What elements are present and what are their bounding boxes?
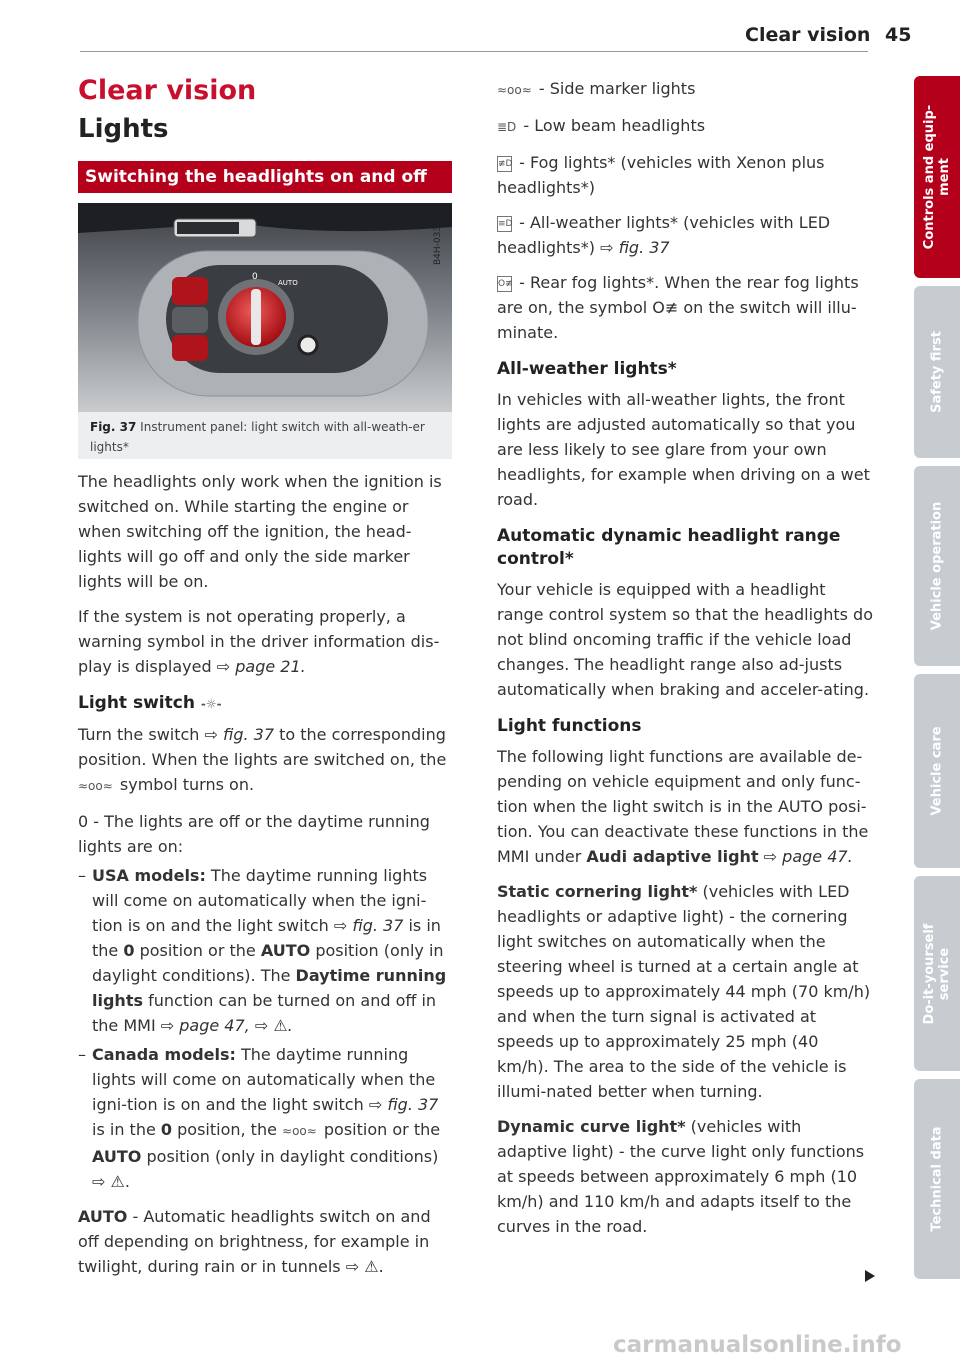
side-marker-icon: ≈oo≈ (497, 83, 532, 97)
text-run: is in the (92, 916, 441, 960)
tab-vehicle-operation[interactable] (914, 466, 960, 666)
paragraph-all-weather: In vehicles with all-weather lights, the front lights are adjusted automatically so that you are less likely to see glare from your own headlights, for example when driving on a wet road. (497, 390, 870, 509)
tab-controls-and-equipment[interactable] (914, 76, 960, 278)
paragraph-position-zero: 0 - The lights are off or the daytime running lights are on: (78, 812, 430, 856)
left-column (78, 74, 452, 1279)
audi-adaptive-light-label: Audi adaptive light (586, 847, 759, 866)
knob-label-zero: 0 (252, 272, 258, 282)
text-run: If the system is not operating properly, a warning symbol in the driver information dis-play is displayed (78, 607, 440, 676)
text-run: - Fog lights* (vehicles with Xenon plus headlights*) (497, 153, 825, 197)
light-switch-icon: -☼- (200, 697, 222, 711)
side-marker-icon: ≈oo≈ (78, 779, 113, 793)
text-run: symbol turns on. (114, 775, 255, 794)
canada-label: Canada models: (92, 1045, 236, 1064)
low-beam-icon: ≣D (497, 120, 517, 134)
figure-37 (78, 203, 452, 459)
light-switch-photo (78, 203, 452, 412)
page-number: 45 (885, 24, 912, 46)
header-divider (80, 51, 868, 52)
heading-all-weather: All-weather lights* (497, 359, 677, 379)
all-weather-icon: ≡D (497, 216, 512, 232)
tab-do-it-yourself-service[interactable] (914, 876, 960, 1071)
text-run: The daytime running lights will come on automatically when the igni-tion is on and the light switch (92, 866, 428, 935)
item-low-beam (497, 113, 873, 140)
watermark: carmanualsonline.info (613, 1332, 902, 1358)
text-run: position or the (318, 1120, 441, 1139)
paragraph-auto (78, 1204, 452, 1279)
figure-reference: ⇨ fig. 37 (368, 1095, 439, 1114)
paragraph-static-cornering (497, 879, 873, 1104)
paragraph-light-functions (497, 744, 873, 869)
figure-reference: ⇨ fig. 37 (204, 725, 275, 744)
dynamic-curve-label: Dynamic curve light* (497, 1117, 686, 1136)
heading-light-switch (78, 692, 452, 716)
continue-arrow-icon (865, 1270, 875, 1282)
figure-caption (90, 417, 440, 457)
position-zero: 0 (123, 941, 135, 960)
tab-label: Controls and equip- ment (922, 104, 952, 250)
text-run: - Rear fog lights*. When the rear fog lights are on, the symbol (497, 273, 859, 317)
position-zero: 0 (160, 1120, 173, 1139)
item-fog-lights (497, 150, 873, 200)
text-run: The daytime running lights will come on automatically when the igni-tion is on and the light switch (92, 1045, 436, 1114)
tab-technical-data[interactable] (914, 1079, 960, 1279)
tab-safety-first[interactable] (914, 286, 960, 458)
fog-light-icon: ≢D (497, 156, 512, 172)
figure-code: B4H-0337 (433, 220, 443, 265)
text-run: on the switch will illu-minate. (497, 298, 857, 342)
static-cornering-label: Static cornering light* (497, 882, 698, 901)
chapter-tabs (914, 76, 960, 1287)
chapter-title: Clear vision (78, 75, 257, 106)
item-side-marker (497, 76, 873, 103)
item-rear-fog (497, 270, 873, 345)
text-run: - Side marker lights (533, 79, 696, 98)
tab-vehicle-care[interactable] (914, 674, 960, 868)
paragraph-ignition: The headlights only work when the ignition is switched on. While starting the engine or when switching off the ignition, the head-lights will go off and only the side marker lights will be on. (78, 472, 442, 591)
position-auto: AUTO (260, 941, 311, 960)
auto-label: AUTO (78, 1207, 128, 1226)
tab-label: Technical data (929, 1126, 945, 1232)
tab-label: Do-it-yourself service (922, 923, 952, 1024)
text-run: function can be turned on and off in the MMI (92, 991, 437, 1035)
text-run: is in the (92, 1120, 161, 1139)
rear-fog-icon: O≢ (497, 276, 512, 292)
text-run: - Low beam headlights (518, 116, 706, 135)
position-auto: AUTO (92, 1147, 142, 1166)
usa-label: USA models: (92, 866, 206, 885)
list-item-canada: – Canada models: The daytime running lights will come on automatically when the igni-tion is on and the light switch ⇨ fig. 37 is in the 0 position, the ≈oo≈ position or the AUTO position (only in daylight conditions) ⇨ ⚠. (78, 1045, 441, 1191)
heading-light-functions: Light functions (497, 716, 642, 736)
section-title: Lights (78, 114, 169, 144)
heading-text: Light switch (78, 693, 195, 713)
text-run: position (only in daylight conditions). The (92, 941, 444, 985)
tab-label: Safety first (929, 331, 945, 413)
figure-caption-text: Instrument panel: light switch with all-weath-er lights* (90, 420, 425, 454)
text-run: - Automatic headlights switch on and off depending on brightness, for example in twilight, during rain or in tunnels ⇨ ⚠. (78, 1207, 431, 1276)
paragraph-turn-switch (78, 722, 452, 799)
figure-reference: ⇨ fig. 37 (333, 916, 404, 935)
running-title: Clear vision (745, 24, 871, 46)
paragraph-warning (78, 604, 452, 679)
paragraph-dynamic-curve (497, 1114, 873, 1239)
page-reference: ⇨ page 21. (216, 657, 306, 676)
side-marker-icon: ≈oo≈ (282, 1124, 317, 1138)
text-run: to the corresponding position. When the lights are switched on, the (78, 725, 447, 769)
right-column (497, 76, 873, 1239)
rear-fog-symbol-icon: O≢ (652, 298, 679, 317)
text-run: position, the (172, 1120, 283, 1139)
heading-dynamic-range: Automatic dynamic headlight range control* (497, 526, 841, 569)
figure-reference: ⇨ fig. 37 (600, 238, 670, 257)
page-reference: ⇨ page 47. (758, 847, 853, 866)
drl-label: Daytime running lights (92, 966, 447, 1010)
knob-label-auto: AUTO (278, 279, 298, 287)
text-run: (vehicles with adaptive light) - the curve light only functions at speeds between approximately 6 mph (10 km/h) and 110 km/h and adapts itself to the curves in the road. (497, 1117, 865, 1236)
text-run: (vehicles with LED headlights or adaptive light) - the cornering light switches on automatically when the steering wheel is turned at a certain angle at speeds up to approximately 44 mph (70 km/h) and when the turn signal is activated at speeds up to approximately 25 mph (40 km/h). The area to the side of the vehicle is illumi-nated better when turning. (497, 882, 871, 1101)
item-all-weather (497, 210, 873, 260)
text-run: The following light functions are available de-pending on vehicle equipment and only func-tion when the light switch is in the AUTO posi-tion. You can deactivate these functions in the MMI under (497, 747, 869, 866)
text-run: position or the (134, 941, 261, 960)
list-item-usa: – USA models: The daytime running lights will come on automatically when the igni-tion is on and the light switch ⇨ fig. 37 is in the 0 position or the AUTO position (only in daylight conditions). The Daytime running lights function can be turned on and off in the MMI ⇨ page 47, ⇨ ⚠. (78, 866, 447, 1035)
topic-banner: Switching the headlights on and off (78, 161, 452, 193)
text-run: Turn the switch (78, 725, 205, 744)
tab-label: Vehicle operation (929, 501, 945, 631)
text-run: position (only in daylight conditions) ⇨ ⚠. (92, 1147, 439, 1191)
page-reference: ⇨ page 47, ⇨ ⚠. (160, 1016, 293, 1035)
tab-label: Vehicle care (929, 726, 945, 816)
figure-caption-label: Fig. 37 (90, 420, 137, 434)
paragraph-dynamic-range: Your vehicle is equipped with a headlight range control system so that the headlights do not blind oncoming traffic if the vehicle load changes. The headlight range also ad-justs automatically when braking and acceler-ating. (497, 580, 873, 699)
text-run: - All-weather lights* (vehicles with LED headlights*) (497, 213, 831, 257)
